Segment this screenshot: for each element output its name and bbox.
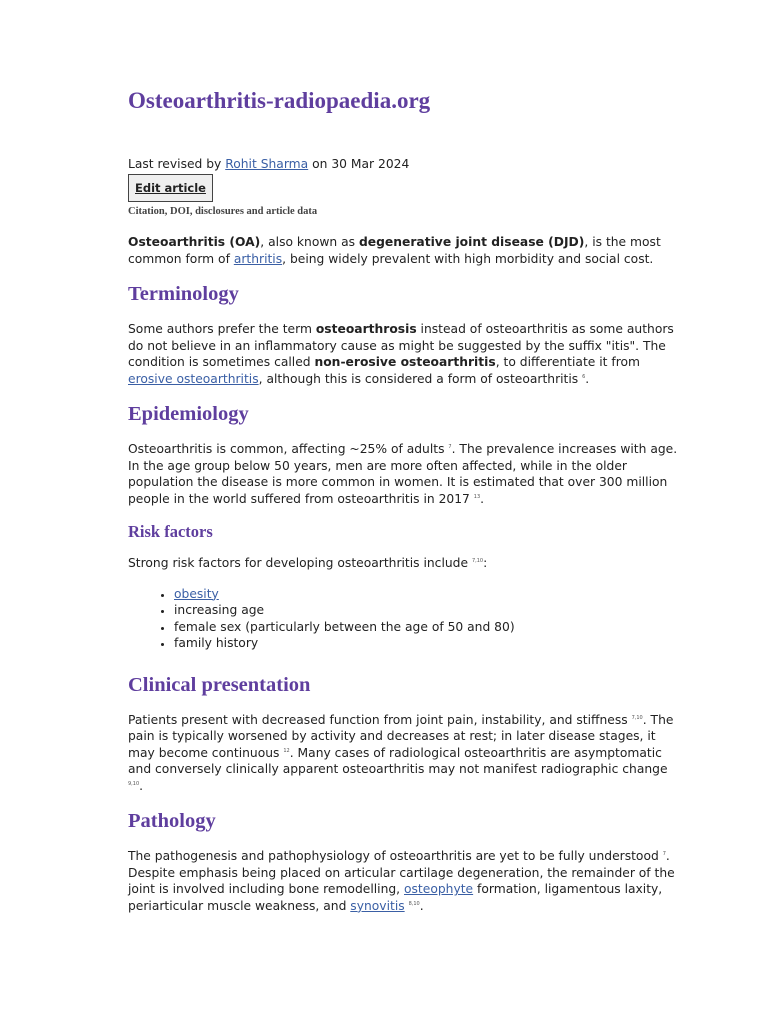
text: .: [139, 778, 144, 793]
text: The pathogenesis and pathophysiology of osteoarthritis are yet to be fully understood: [128, 849, 663, 864]
erosive-osteoarthritis-link[interactable]: erosive osteoarthritis: [128, 371, 259, 386]
text: . Many cases of radiological osteoarthritis are asymptomatic and conversely clinically apparent osteoarthritis may not manifest radiographic change: [128, 745, 668, 777]
epidemiology-paragraph: [128, 441, 680, 507]
reference-marker[interactable]: 6: [582, 373, 586, 380]
text: .: [480, 491, 485, 506]
edit-article-link[interactable]: Edit article: [135, 181, 206, 195]
list-item: • increasing age: [174, 602, 680, 619]
term-oa: Osteoarthritis (OA): [128, 235, 261, 249]
reference-marker[interactable]: 7: [662, 851, 666, 858]
citation-toggle[interactable]: Citation, DOI, disclosures and article data: [128, 206, 318, 217]
intro-paragraph: [128, 234, 680, 267]
text: .: [419, 898, 424, 913]
text: instead of osteoarthritis as some authors do not believe in an inflammatory cause as might be suggested by the suffix "itis". The condition is sometimes called: [128, 322, 674, 369]
revision-info: [128, 156, 680, 172]
list-item: • family history: [174, 635, 680, 652]
heading-terminology: Terminology: [128, 283, 239, 305]
author-link[interactable]: Rohit Sharma: [225, 157, 309, 171]
synovitis-link[interactable]: synovitis: [350, 898, 405, 913]
reference-marker[interactable]: 7: [448, 443, 452, 450]
article: [128, 86, 680, 928]
reference-marker[interactable]: 12: [283, 747, 290, 754]
risk-factors-paragraph: [128, 555, 680, 572]
heading-epidemiology: Epidemiology: [128, 403, 249, 425]
osteophyte-link[interactable]: osteophyte: [404, 882, 474, 897]
reference-marker[interactable]: 9,10: [128, 780, 140, 787]
text: , although this is considered a form of osteoarthritis: [258, 371, 583, 386]
revised-prefix: Last revised by: [128, 157, 226, 171]
list-item: • female sex (particularly between the age of 50 and 80): [174, 619, 680, 636]
obesity-link[interactable]: obesity: [174, 586, 219, 601]
terminology-paragraph: [128, 321, 680, 387]
reference-marker[interactable]: 13: [473, 493, 481, 500]
reference-marker[interactable]: 7,10: [471, 557, 484, 564]
text: , also known as: [260, 235, 359, 249]
arthritis-link[interactable]: arthritis: [233, 251, 283, 266]
text: formation, ligamentous laxity, periarticular muscle weakness, and: [128, 882, 663, 913]
text: :: [483, 556, 488, 570]
text: . The pain is typically worsened by activity and decreases at rest; in later disease stages, it may become continuous: [128, 712, 674, 760]
revised-date: on 30 Mar 2024: [308, 157, 410, 171]
term-osteoarthrosis: osteoarthrosis: [315, 322, 417, 336]
term-non-erosive: non-erosive osteoarthritis: [314, 355, 496, 369]
term-djd: degenerative joint disease (DJD): [358, 235, 585, 249]
heading-clinical-presentation: Clinical presentation: [128, 673, 311, 696]
text: Strong risk factors for developing osteoarthritis include: [128, 556, 472, 570]
risk-factors-list: [128, 586, 680, 652]
text: Osteoarthritis is common, affecting ~25% of adults: [128, 442, 449, 456]
text: . The prevalence increases with age. In the age group below 50 years, men are more often affected, while in the older population the disease is more common in women. It is estimated that over 300 million people in the world suffered from osteoarthritis in 2017: [128, 442, 678, 506]
heading-risk-factors: Risk factors: [128, 522, 213, 541]
edit-article-button[interactable]: [128, 174, 213, 202]
text: .: [585, 371, 590, 386]
text: , is the most common form of: [128, 235, 661, 266]
reference-marker[interactable]: 8,10: [408, 900, 420, 907]
text: . Despite emphasis being placed on articular cartilage degeneration, the remainder of the joint is involved including bone remodelling,: [128, 849, 675, 897]
heading-pathology: Pathology: [128, 810, 216, 833]
list-item: [174, 586, 680, 603]
text: Some authors prefer the term: [128, 322, 316, 336]
text: Patients present with decreased function from joint pain, instability, and stiffness: [128, 712, 632, 727]
clinical-paragraph: [128, 712, 680, 795]
text: , to differentiate it from: [495, 355, 641, 369]
reference-marker[interactable]: 7,10: [631, 714, 643, 721]
pathology-paragraph: [128, 848, 680, 914]
text: , being widely prevalent with high morbidity and social cost.: [282, 251, 654, 266]
page-title: Osteoarthritis-radiopaedia.org: [128, 88, 431, 113]
